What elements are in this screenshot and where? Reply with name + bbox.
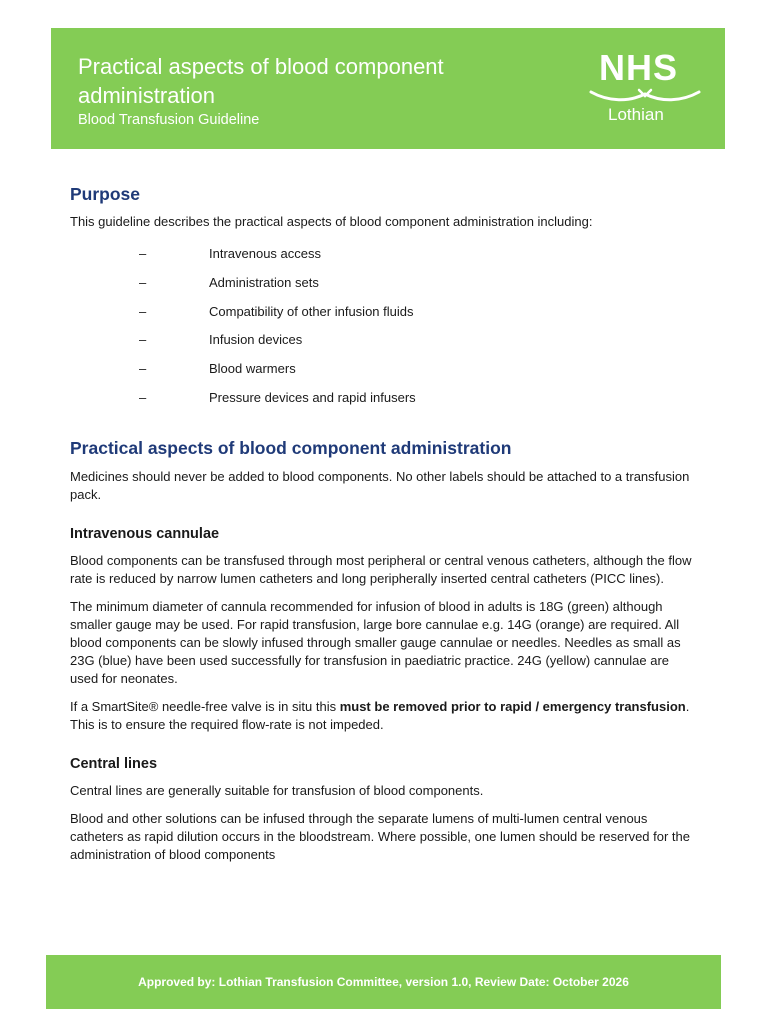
list-item-text: Administration sets [209, 274, 319, 290]
purpose-heading: Purpose [70, 184, 141, 204]
bullet-marker: – [139, 361, 147, 377]
list-item [70, 331, 700, 360]
practical-heading: Practical aspects of blood component administration [70, 437, 512, 458]
nhs-lothian-logo [589, 48, 701, 138]
purpose-intro: This guideline describes the practical aspects of blood component administration including: [70, 214, 593, 229]
cannulae-paragraph-2: The minimum diameter of cannula recommended for infusion of blood in adults is 18G (green) although smaller gauge may be used. For rapid transfusion, large bore cannulae e.g. 14G (orange) are required. All blood components can be slowly infused through smaller gauge cannulae or needles. Needles as small as 23G (blue) have been used successfully for transfusion in paediatric practice. 24G (yellow) cannulae are used for neonates. [70, 598, 681, 686]
cannulae-heading: Intravenous cannulae [70, 525, 220, 542]
smartsite-text-end: . This is to ensure the required flow-rate is not impeded. [70, 698, 690, 732]
document-body [70, 180, 700, 864]
bullet-marker: – [139, 332, 147, 348]
list-item [70, 389, 700, 418]
list-item [70, 245, 700, 274]
list-item [70, 303, 700, 332]
list-item-text: Compatibility of other infusion fluids [209, 303, 414, 319]
bullet-marker: – [139, 389, 147, 405]
list-item [70, 274, 700, 303]
list-item-text: Pressure devices and rapid infusers [209, 389, 416, 405]
cannulae-paragraph-3 [70, 698, 700, 734]
cannulae-paragraph-1: Blood components can be transfused through most peripheral or central venous catheters, although the flow rate is reduced by narrow lumen catheters and long peripherally inserted central catheters (PICC lines). [70, 552, 692, 586]
nhs-logo-text: NHS [599, 47, 679, 88]
nhs-logo-org: Lothian [608, 105, 664, 124]
list-item-text: Intravenous access [209, 246, 322, 261]
footer-banner [46, 955, 721, 1009]
purpose-list [70, 245, 700, 418]
document-subtitle: Blood Transfusion Guideline [78, 112, 260, 128]
smartsite-text: If a SmartSite® needle-free valve is in situ this [70, 698, 340, 714]
smartsite-warning: must be removed prior to rapid / emergency transfusion [339, 698, 686, 714]
central-lines-heading: Central lines [70, 755, 158, 772]
central-lines-paragraph-1: Central lines are generally suitable for transfusion of blood components. [70, 782, 484, 798]
bullet-marker: – [139, 246, 147, 261]
list-item-text: Infusion devices [209, 332, 303, 348]
central-lines-paragraph-2: Blood and other solutions can be infused through the separate lumens of multi-lumen central venous catheters as rapid dilution occurs in the bloodstream. Where possible, one lumen should be reserved for the administration of blood components [70, 810, 691, 862]
list-item-text: Blood warmers [209, 361, 296, 377]
approval-footer: Approved by: Lothian Transfusion Committee, version 1.0, Review Date: October 2026 [138, 975, 629, 989]
practical-intro: Medicines should never be added to blood components. No other labels should be attached to a transfusion pack. [70, 468, 690, 502]
bullet-marker: – [139, 274, 147, 290]
header-banner [51, 28, 725, 149]
list-item [70, 360, 700, 389]
bullet-marker: – [139, 303, 147, 319]
document-title: Practical aspects of blood component administration [78, 54, 444, 108]
